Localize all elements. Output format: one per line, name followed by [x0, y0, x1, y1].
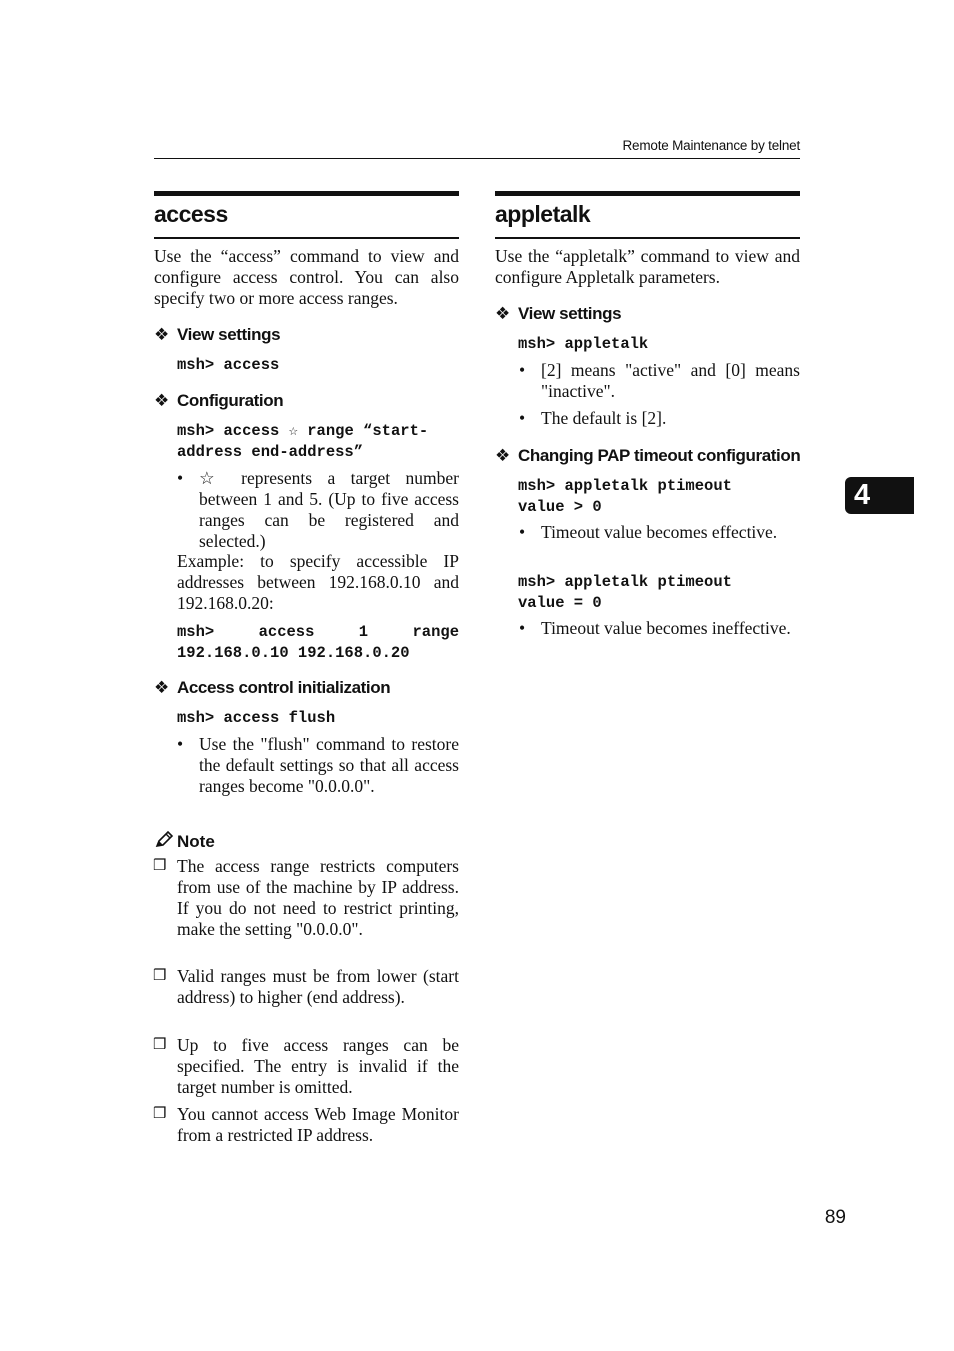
bullet-dot: •: [519, 408, 526, 428]
list-item: [519, 618, 800, 639]
appletalk-intro: Use the “appletalk” command to view and configure Appletalk parameters.: [495, 246, 800, 287]
code-command: msh> appletalk: [518, 335, 649, 353]
page-number: 89: [824, 1207, 846, 1228]
list-item-text: Use the "flush" command to restore the default settings so that all access ranges become "0.0.0.0".: [199, 734, 459, 796]
note-item-text: The access range restricts computers from use of the machine by IP address. If you do not need to restrict printing, make the setting "0.0.0.0".: [177, 856, 459, 939]
section-title-rule: [154, 237, 459, 239]
subheading-configuration: [154, 391, 283, 411]
code-command: address end-address”: [177, 443, 364, 461]
diamond-bullet-icon: ❖: [154, 678, 169, 697]
checkbox-square-icon: ❒: [153, 968, 167, 984]
code-command: msh> access ☆ range “start-: [177, 422, 429, 440]
code-example: msh> access 1 range: [177, 623, 459, 641]
code-command: msh> appletalk ptimeout: [518, 573, 732, 591]
section-top-rule: [495, 191, 800, 196]
code-example: 192.168.0.10 192.168.0.20: [177, 644, 410, 662]
note-item-text: Valid ranges must be from lower (start address) to higher (end address).: [177, 966, 459, 1007]
diamond-bullet-icon: ❖: [495, 446, 510, 465]
note-item: [153, 1104, 459, 1146]
list-item: [519, 360, 800, 402]
code-command: value > 0: [518, 498, 602, 516]
code-command: msh> access flush: [177, 709, 336, 727]
list-item-text: ☆ represents a target number between 1 and 5. (Up to five access ranges can be registered and selected.): [199, 468, 459, 551]
subheading-label: Changing PAP timeout configuration: [518, 446, 801, 465]
note-label: Note: [177, 832, 215, 851]
subheading-label: Access control initialization: [177, 678, 391, 697]
list-item: [519, 522, 800, 543]
list-item: [519, 408, 800, 429]
note-heading: [154, 830, 215, 852]
subheading-label: Configuration: [177, 391, 284, 410]
list-item-text: The default is [2].: [541, 408, 667, 428]
chapter-tab: 4: [845, 477, 914, 514]
list-item: [177, 468, 459, 552]
subheading-label: View settings: [177, 325, 281, 344]
code-command: value = 0: [518, 594, 602, 612]
code-command: msh> appletalk ptimeout: [518, 477, 732, 495]
diamond-bullet-icon: ❖: [154, 325, 169, 344]
list-item: [177, 734, 459, 797]
checkbox-square-icon: ❒: [153, 1106, 167, 1122]
section-title-rule: [495, 237, 800, 239]
bullet-dot: •: [519, 522, 526, 542]
list-item-text: Timeout value becomes effective.: [541, 522, 778, 542]
access-intro: Use the “access” command to view and configure access control. You can also specify two or more access ranges.: [154, 246, 459, 308]
subheading-pap-timeout: [495, 446, 800, 466]
section-title-appletalk: appletalk: [495, 201, 591, 227]
checkbox-square-icon: ❒: [153, 1037, 167, 1053]
bullet-dot: •: [177, 734, 184, 754]
bullet-dot: •: [519, 360, 526, 380]
note-item: [153, 1035, 459, 1098]
section-top-rule: [154, 191, 459, 196]
list-item-text: Timeout value becomes ineffective.: [541, 618, 791, 638]
checkbox-square-icon: ❒: [153, 858, 167, 874]
example-text: Example: to specify accessible IP addresses between 192.168.0.10 and 192.168.0.20:: [177, 551, 459, 613]
bullet-dot: •: [177, 468, 184, 488]
code-command: msh> access: [177, 356, 280, 374]
running-header: Remote Maintenance by telnet: [622, 138, 800, 153]
section-title-access: access: [154, 201, 228, 227]
note-item: [153, 856, 459, 940]
diamond-bullet-icon: ❖: [154, 391, 169, 410]
note-item: [153, 966, 459, 1008]
header-divider: [154, 158, 800, 159]
subheading-view-settings: [495, 304, 621, 324]
note-item-text: You cannot access Web Image Monitor from a restricted IP address.: [177, 1104, 459, 1145]
subheading-view-settings: [154, 325, 280, 345]
list-item-text: [2] means "active" and [0] means "inactive".: [541, 360, 800, 401]
pencil-note-icon: [154, 830, 174, 850]
bullet-dot: •: [519, 618, 526, 638]
subheading-label: View settings: [518, 304, 622, 323]
diamond-bullet-icon: ❖: [495, 304, 510, 323]
note-item-text: Up to five access ranges can be specified. The entry is invalid if the target number is omitted.: [177, 1035, 459, 1097]
subheading-access-init: [154, 678, 390, 698]
